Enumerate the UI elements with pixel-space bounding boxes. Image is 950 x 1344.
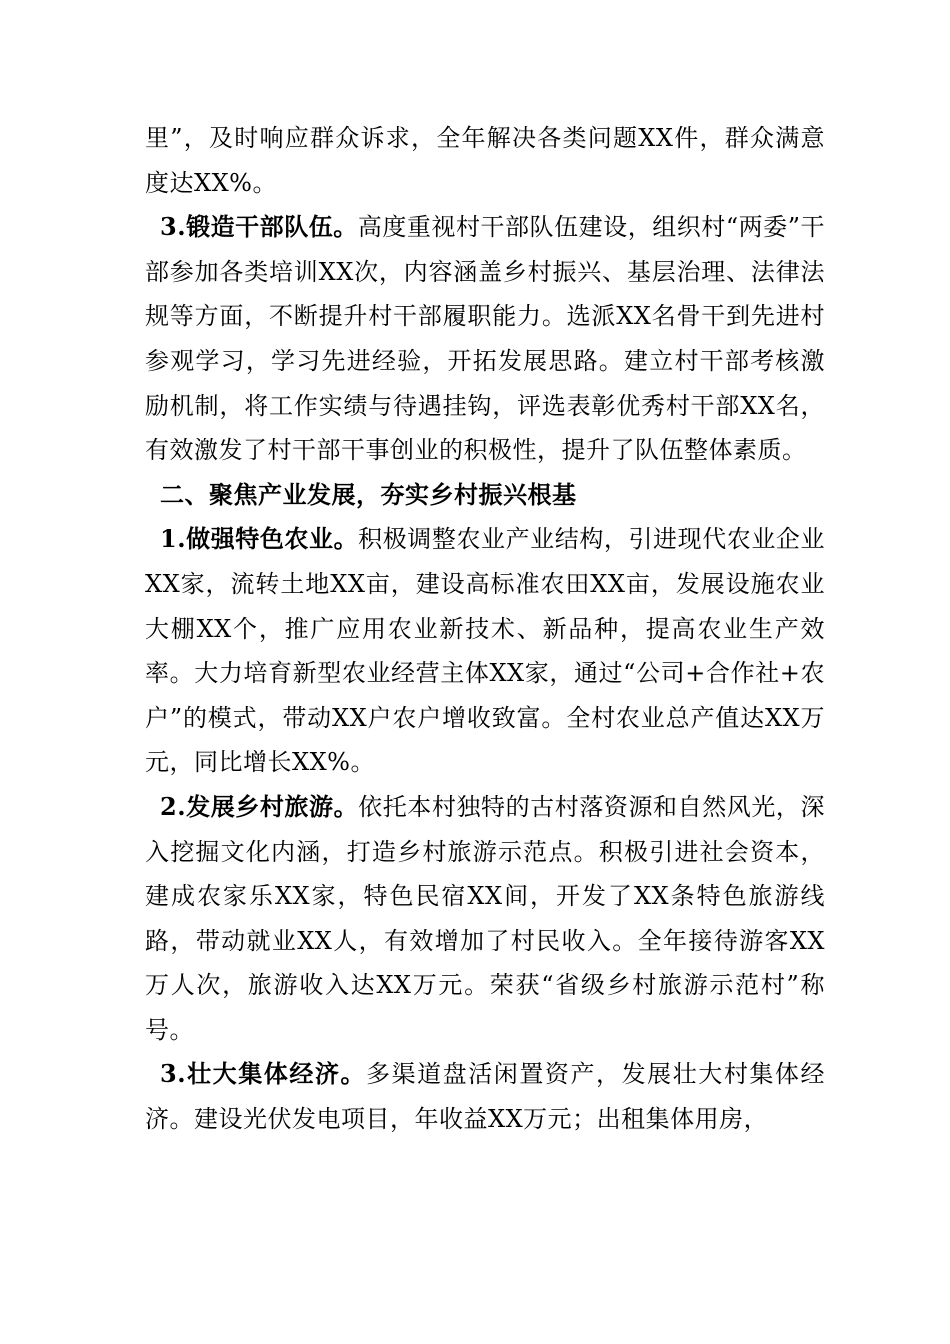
paragraph-body: 高度重视村干部队伍建设，组织村“两委”干部参加各类培训XX次，内容涵盖乡村振兴、基层治理、法律法规等方面，不断提升村干部履职能力。选派XX名骨干到先进村参观学习，学习先进经验，开拓发展思路。建立村干部考核激励机制，将工作实绩与待遇挂钩，评选表彰优秀村干部XX名，有效激发了村干部干事创业的积极性，提升了队伍整体素质。 bbox=[145, 213, 825, 465]
paragraph-lead: 3.锻造干部队伍。 bbox=[160, 212, 358, 242]
paragraph-body: 依托本村独特的古村落资源和自然风光，深入挖掘文化内涵，打造乡村旅游示范点。积极引进社会资本，建成农家乐XX家，特色民宿XX间，开发了XX条特色旅游线路，带动就业XX人，有效增加了村民收入。全年接待游客XX万人次，旅游收入达XX万元。荣获“省级乡村旅游示范村”称号。 bbox=[145, 792, 825, 1044]
document-body bbox=[145, 116, 825, 1142]
paragraph-cadre-team bbox=[145, 205, 825, 473]
section-heading: 二、聚焦产业发展，夯实乡村振兴根基 bbox=[160, 480, 577, 509]
paragraph-body: 里”，及时响应群众诉求，全年解决各类问题XX件，群众满意度达XX%。 bbox=[145, 124, 825, 197]
paragraph-lead: 3.壮大集体经济。 bbox=[160, 1059, 367, 1089]
paragraph-agriculture bbox=[145, 517, 825, 785]
paragraph-lead: 2.发展乡村旅游。 bbox=[160, 791, 359, 821]
paragraph-collective-economy bbox=[145, 1052, 825, 1141]
paragraph-lead: 1.做强特色农业。 bbox=[160, 524, 359, 554]
paragraph-body: 积极调整农业产业结构，引进现代农业企业XX家，流转土地XX亩，建设高标准农田XX亩，发展设施农业大棚XX个，推广应用农业新技术、新品种，提高农业生产效率。大力培育新型农业经营主体XX家，通过“公司+合作社+农户”的模式，带动XX户农户增收致富。全村农业总产值达XX万元，同比增长XX%。 bbox=[145, 525, 825, 777]
paragraph-body: 多渠道盘活闲置资产，发展壮大村集体经济。建设光伏发电项目，年收益XX万元；出租集体用房， bbox=[145, 1060, 825, 1134]
paragraph-continuation bbox=[145, 116, 825, 205]
paragraph-tourism bbox=[145, 785, 825, 1053]
